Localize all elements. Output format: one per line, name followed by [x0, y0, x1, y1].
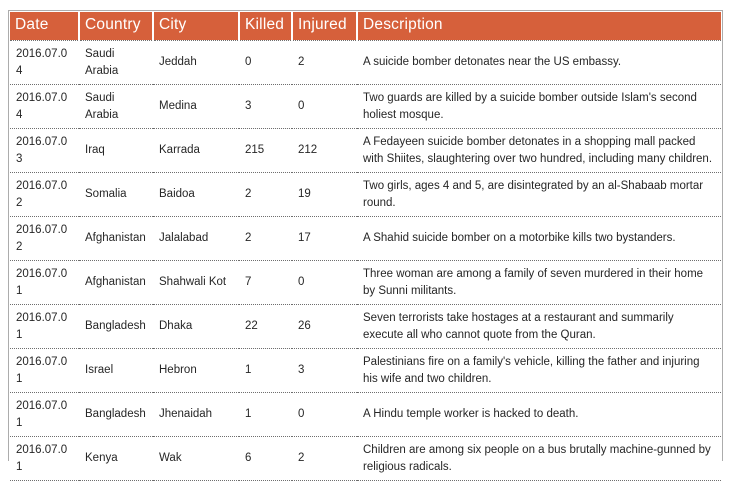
column-header-injured: Injured	[292, 12, 357, 41]
cell-killed: 22	[245, 320, 258, 333]
cell-killed: 1	[245, 408, 252, 421]
cell-country: Saudi Arabia	[85, 92, 119, 121]
cell-date: 2016.07.02	[16, 180, 68, 209]
table-row	[10, 261, 721, 305]
column-header-city: City	[153, 12, 239, 41]
cell-date: 2016.07.03	[16, 136, 68, 165]
cell-description: A Hindu temple worker is hacked to death.	[363, 408, 579, 421]
cell-city: Karrada	[159, 144, 200, 157]
cell-date: 2016.07.01	[16, 268, 68, 297]
cell-killed: 1	[245, 364, 252, 377]
cell-injured: 0	[298, 100, 305, 113]
cell-country: Kenya	[85, 452, 118, 465]
cell-description: Seven terrorists take hostages at a restaurant and summarily execute all who cannot quote from the Quran.	[363, 312, 674, 341]
cell-country: Iraq	[85, 144, 105, 157]
cell-killed: 3	[245, 100, 252, 113]
cell-date: 2016.07.02	[16, 224, 68, 253]
cell-description: Two girls, ages 4 and 5, are disintegrated by an al-Shabaab mortar round.	[363, 180, 704, 209]
table-body	[10, 41, 721, 481]
cell-killed: 2	[245, 188, 252, 201]
cell-city: Jhenaidah	[159, 408, 213, 421]
cell-killed: 0	[245, 56, 252, 69]
cell-country: Bangladesh	[85, 320, 146, 333]
table-row	[10, 393, 721, 437]
cell-killed: 6	[245, 452, 252, 465]
table-row	[10, 173, 721, 217]
cell-date: 2016.07.04	[16, 92, 68, 121]
table-header	[10, 12, 721, 41]
cell-date: 2016.07.01	[16, 356, 68, 385]
cell-city: Dhaka	[159, 320, 193, 333]
header-row	[10, 12, 721, 41]
table-row	[10, 41, 721, 85]
column-header-country: Country	[79, 12, 153, 41]
cell-city: Shahwali Kot	[159, 276, 227, 289]
table-row	[10, 349, 721, 393]
table-row	[10, 129, 721, 173]
cell-country: Somalia	[85, 188, 127, 201]
cell-injured: 2	[298, 56, 305, 69]
table-row	[10, 85, 721, 129]
cell-injured: 17	[298, 232, 311, 245]
cell-date: 2016.07.01	[16, 444, 68, 473]
cell-city: Baidoa	[159, 188, 195, 201]
cell-description: Children are among six people on a bus brutally machine-gunned by religious radicals.	[363, 444, 711, 473]
cell-killed: 7	[245, 276, 252, 289]
cell-description: Three woman are among a family of seven murdered in their home by Sunni militants.	[363, 268, 704, 297]
cell-description: A Shahid suicide bomber on a motorbike kills two bystanders.	[363, 232, 676, 245]
cell-description: A suicide bomber detonates near the US embassy.	[363, 56, 622, 69]
cell-city: Wak	[159, 452, 182, 465]
cell-injured: 26	[298, 320, 311, 333]
cell-injured: 212	[298, 144, 318, 157]
cell-city: Medina	[159, 100, 197, 113]
cell-date: 2016.07.01	[16, 312, 68, 341]
cell-date: 2016.07.01	[16, 400, 68, 429]
column-header-killed: Killed	[239, 12, 292, 41]
cell-injured: 0	[298, 276, 305, 289]
cell-injured: 0	[298, 408, 305, 421]
cell-killed: 215	[245, 144, 265, 157]
cell-country: Bangladesh	[85, 408, 146, 421]
cell-description: Palestinians fire on a family's vehicle, killing the father and injuring his wife and two children.	[363, 356, 700, 385]
table-row	[10, 437, 721, 481]
cell-country: Afghanistan	[85, 232, 146, 245]
cell-injured: 2	[298, 452, 305, 465]
table-row	[10, 217, 721, 261]
cell-killed: 2	[245, 232, 252, 245]
cell-city: Jeddah	[159, 56, 197, 69]
cell-country: Afghanistan	[85, 276, 146, 289]
cell-injured: 19	[298, 188, 311, 201]
cell-country: Saudi Arabia	[85, 48, 119, 77]
table-row	[10, 305, 721, 349]
cell-description: Two guards are killed by a suicide bomber outside Islam's second holiest mosque.	[363, 92, 697, 121]
cell-country: Israel	[85, 364, 114, 377]
cell-description: A Fedayeen suicide bomber detonates in a shopping mall packed with Shiites, slaughtering over two hundred, including many children.	[363, 136, 713, 165]
cell-city: Hebron	[159, 364, 197, 377]
cell-city: Jalalabad	[159, 232, 209, 245]
incidents-table	[10, 12, 721, 481]
cell-date: 2016.07.04	[16, 48, 68, 77]
incidents-table-container	[8, 10, 723, 473]
column-header-date: Date	[10, 12, 79, 41]
cell-injured: 3	[298, 364, 305, 377]
column-header-description: Description	[357, 12, 721, 41]
